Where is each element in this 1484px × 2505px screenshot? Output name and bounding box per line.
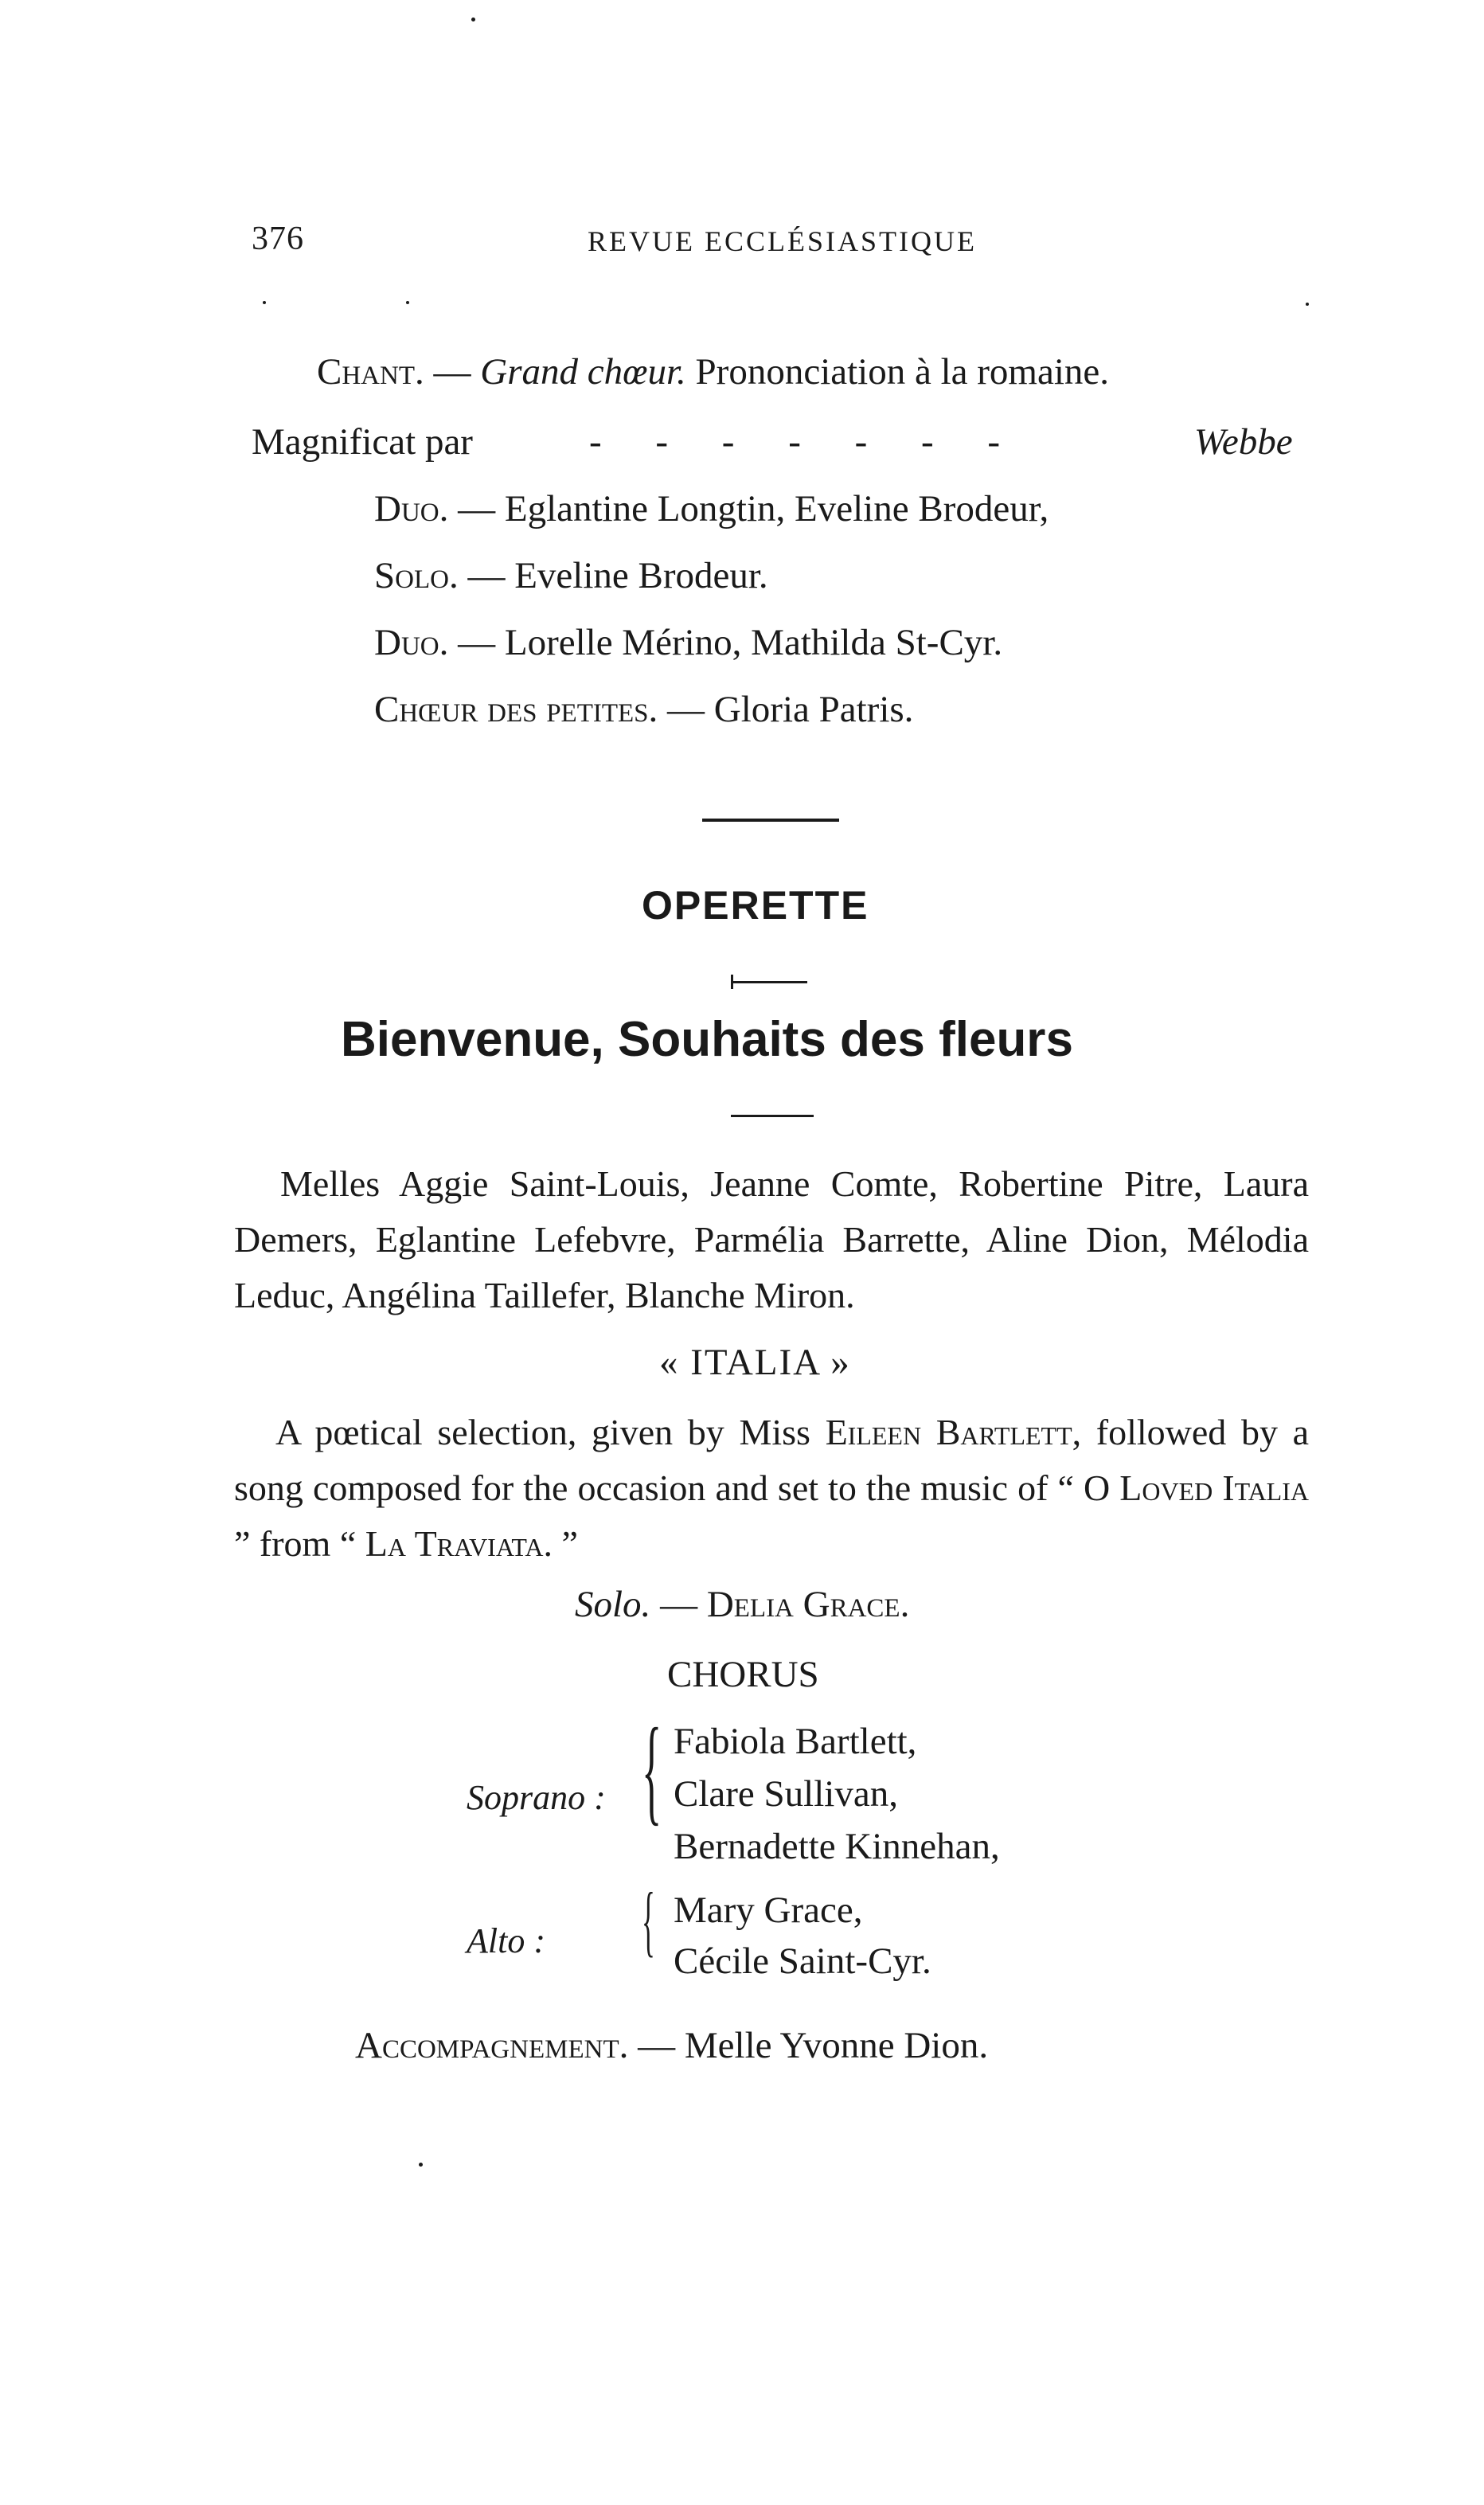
magnificat-composer: Webbe bbox=[1194, 421, 1293, 463]
magnificat-label: Magnificat par bbox=[252, 421, 473, 463]
duo2-line bbox=[374, 621, 1002, 664]
operette-heading: OPERETTE bbox=[642, 883, 869, 928]
accompagnement-line bbox=[355, 2024, 988, 2067]
italia-para-end: ” bbox=[553, 1523, 578, 1564]
alto-label: Alto : bbox=[467, 1921, 545, 1960]
italia-performer: Eileen Bartlett, bbox=[825, 1412, 1082, 1452]
duo1-line bbox=[374, 487, 1049, 530]
duo1-label: Duo. bbox=[374, 488, 449, 530]
ornament-tick bbox=[731, 975, 733, 989]
italia-solo-name: Delia Grace. bbox=[706, 1584, 910, 1625]
cast-paragraph: Melles Aggie Saint-Louis, Jeanne Comte, Robertine Pitre, Laura Demers, Eglantine Lefebvre, Parmélia Barrette, Aline Dion, Mélodia Leduc, Angélina Taillefer, Blanche Miron. bbox=[234, 1163, 1309, 1315]
title-rule bbox=[731, 1115, 814, 1117]
operette-title: Bienvenue, Souhaits des fleurs bbox=[341, 1012, 1073, 1067]
soprano-name-1: Fabiola Bartlett, bbox=[674, 1721, 917, 1762]
magnificat-dashes: - - - - - - - bbox=[589, 421, 1023, 463]
italia-para-middle: followed by a song composed for the occasion and set to the music of “ bbox=[234, 1412, 1309, 1508]
accompagnement-label: Accompagnement. bbox=[355, 2025, 629, 2066]
duo2-label: Duo. bbox=[374, 622, 449, 663]
solo-text: — Eveline Brodeur. bbox=[467, 555, 768, 596]
section-rule bbox=[702, 819, 839, 822]
alto-brace: { bbox=[642, 1876, 655, 1964]
print-speck bbox=[406, 301, 409, 304]
accompagnement-text: — Melle Yvonne Dion. bbox=[638, 2025, 989, 2066]
chant-label: Chant. bbox=[317, 351, 424, 393]
italia-solo-dash: — bbox=[660, 1584, 698, 1625]
soprano-brace: { bbox=[642, 1704, 662, 1836]
soprano-name-3: Bernadette Kinnehan, bbox=[674, 1826, 1000, 1867]
solo-label: Solo. bbox=[374, 555, 459, 596]
italia-para-start: A pœtical selection, given by Miss bbox=[275, 1412, 826, 1452]
choeur-line bbox=[374, 688, 913, 731]
duo2-text: — Lorelle Mérino, Mathilda St-Cyr. bbox=[458, 622, 1003, 663]
print-speck bbox=[263, 301, 266, 304]
italia-solo-label: Solo. bbox=[575, 1584, 651, 1625]
print-speck bbox=[1306, 303, 1309, 306]
italia-paragraph bbox=[234, 1405, 1309, 1572]
italia-para-from: ” from “ bbox=[234, 1523, 365, 1564]
ornament-rule bbox=[731, 981, 807, 983]
choeur-text: — Gloria Patris. bbox=[667, 689, 914, 730]
duo1-text: — Eglantine Longtin, Eveline Brodeur, bbox=[458, 488, 1049, 530]
print-speck bbox=[419, 2163, 423, 2167]
italia-heading: « ITALIA » bbox=[659, 1342, 851, 1383]
soprano-name-2: Clare Sullivan, bbox=[674, 1773, 898, 1815]
running-head: REVUE ECCLÉSIASTIQUE bbox=[588, 225, 977, 257]
chorus-heading: CHORUS bbox=[667, 1654, 819, 1695]
alto-name-1: Mary Grace, bbox=[674, 1889, 863, 1931]
italia-song-title: O Loved Italia bbox=[1083, 1467, 1309, 1508]
choeur-label: Chœur des petites. bbox=[374, 689, 658, 730]
chant-line bbox=[317, 350, 1109, 393]
chant-dash: — bbox=[433, 351, 471, 393]
chant-rest: Prononciation à la romaine. bbox=[695, 351, 1110, 393]
chant-title: Grand chœur. bbox=[480, 351, 686, 393]
solo-line bbox=[374, 554, 768, 597]
soprano-label: Soprano : bbox=[467, 1778, 606, 1817]
print-speck bbox=[471, 18, 475, 21]
alto-name-2: Cécile Saint-Cyr. bbox=[674, 1940, 931, 1982]
italia-opera-title: La Traviata. bbox=[365, 1523, 553, 1564]
italia-solo-line bbox=[575, 1583, 909, 1626]
page-number: 376 bbox=[252, 221, 304, 257]
